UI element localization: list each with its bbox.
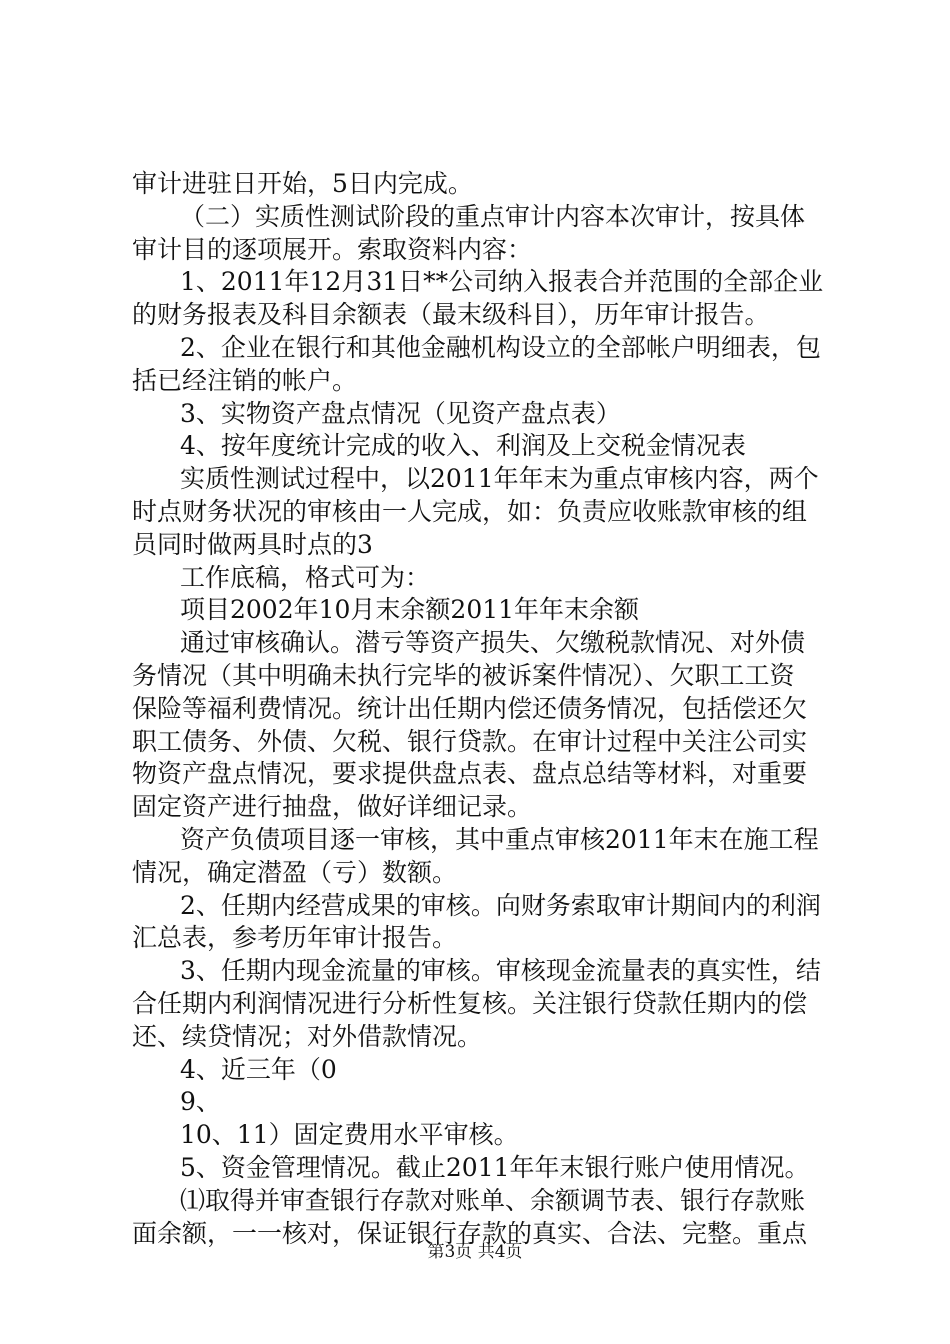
text-line: 审计目的逐项展开。索取资料内容： <box>132 234 533 264</box>
text-line: 1、2011年12月31日**公司纳入报表合并范围的全部企业 <box>180 267 824 297</box>
text-line: 2、任期内经营成果的审核。向财务索取审计期间内的利润 <box>180 890 821 920</box>
text-line: 5、资金管理情况。截止2011年年末银行账户使用情况。 <box>180 1152 810 1182</box>
text-line: 物资产盘点情况，要求提供盘点表、盘点总结等材料，对重要 <box>132 759 808 789</box>
text-line: 4、按年度统计完成的收入、利润及上交税金情况表 <box>180 431 746 461</box>
document-body <box>132 168 832 1250</box>
page-footer: 第3页 共4页 <box>427 1242 523 1262</box>
text-line: 10、11）固定费用水平审核。 <box>180 1120 519 1150</box>
text-line: 职工债务、外债、欠税、银行贷款。在审计过程中关注公司实 <box>132 726 808 756</box>
text-line: 时点财务状况的审核由一人完成，如：负责应收账款审核的组 <box>132 496 808 526</box>
text-line: 保险等福利费情况。统计出任期内偿还债务情况，包括偿还欠 <box>132 693 808 723</box>
text-line: 情况，确定潜盈（亏）数额。 <box>132 857 458 887</box>
text-line: 面余额，一一核对，保证银行存款的真实、合法、完整。重点 <box>132 1218 808 1248</box>
text-line: 括已经注销的帐户。 <box>132 365 358 395</box>
text-line: （二）实质性测试阶段的重点审计内容本次审计，按具体 <box>180 201 806 231</box>
text-line: 合任期内利润情况进行分析性复核。关注银行贷款任期内的偿 <box>132 988 808 1018</box>
text-line: 9、 <box>180 1087 221 1117</box>
text-line: 工作底稿，格式可为： <box>180 562 431 592</box>
text-line: 的财务报表及科目余额表（最末级科目），历年审计报告。 <box>132 300 770 330</box>
text-line: 实质性测试过程中，以2011年年末为重点审核内容，两个 <box>180 464 819 494</box>
text-line: 4、近三年（0 <box>180 1054 337 1084</box>
text-line: 还、续贷情况；对外借款情况。 <box>132 1021 483 1051</box>
text-line: 2、企业在银行和其他金融机构设立的全部帐户明细表，包 <box>180 332 821 362</box>
text-line: 汇总表，参考历年审计报告。 <box>132 923 458 953</box>
text-line: 通过审核确认。潜亏等资产损失、欠缴税款情况、对外债 <box>180 628 806 658</box>
text-line: 务情况（其中明确未执行完毕的被诉案件情况）、欠职工工资 <box>132 660 795 690</box>
text-line: ⑴取得并审查银行存款对账单、余额调节表、银行存款账 <box>180 1185 806 1215</box>
text-line: 固定资产进行抽盘，做好详细记录。 <box>132 792 533 822</box>
text-line: 审计进驻日开始，5日内完成。 <box>132 169 473 198</box>
text-line: 项目2002年10月末余额2011年年末余额 <box>180 595 640 625</box>
text-line: 3、任期内现金流量的审核。审核现金流量表的真实性，结 <box>180 956 821 986</box>
text-line: 员同时做两具时点的3 <box>132 529 373 559</box>
text-line: 资产负债项目逐一审核，其中重点审核2011年末在施工程 <box>180 824 819 854</box>
text-line: 3、实物资产盘点情况（见资产盘点表） <box>180 398 621 428</box>
